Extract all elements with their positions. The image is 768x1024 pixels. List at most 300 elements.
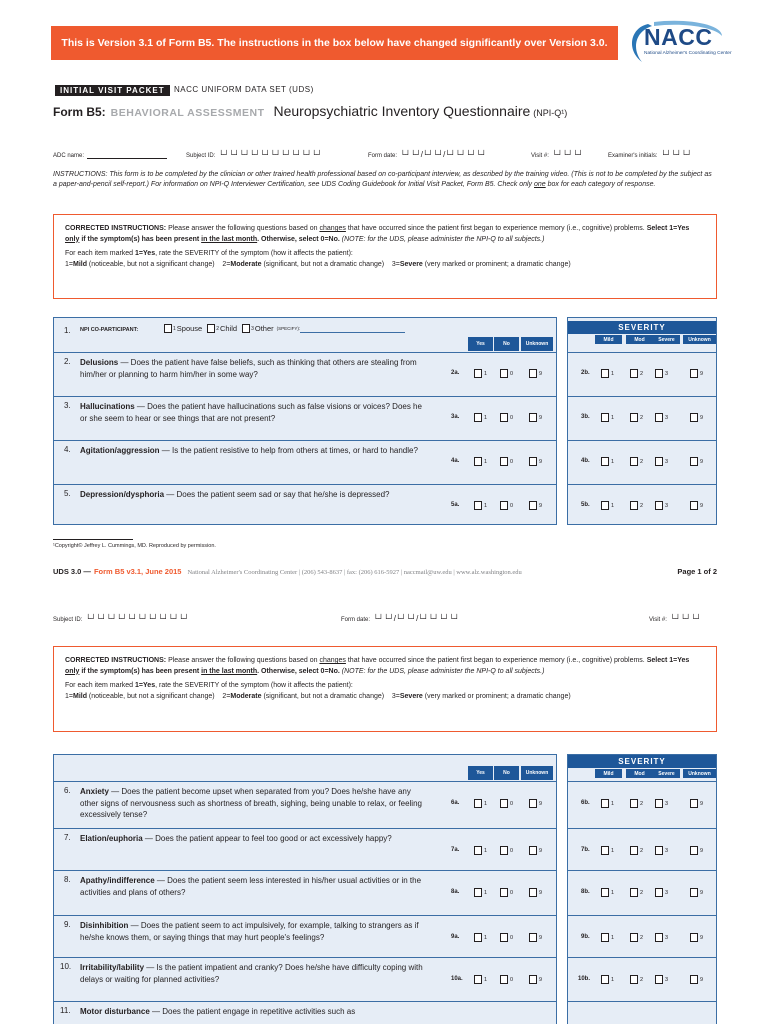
- answer-unknown-checkbox[interactable]: [529, 846, 537, 855]
- severity-mod-value: 2: [640, 371, 644, 377]
- severity-unknown-value: 9: [700, 848, 704, 854]
- answer-yes-checkbox[interactable]: [474, 888, 482, 897]
- packet-badge: INITIAL VISIT PACKET: [55, 85, 170, 96]
- scale-mild-desc: (noticeable, but not a significant change): [86, 260, 215, 268]
- question-text: [80, 357, 430, 380]
- answer-no-value: 0: [510, 848, 514, 854]
- answer-unknown-value: 9: [539, 935, 543, 941]
- subject-id-input[interactable]: └┘└┘└┘└┘└┘└┘└┘└┘└┘└┘: [218, 150, 322, 159]
- question-code-a: 9a.: [451, 934, 460, 940]
- severity-mod-checkbox[interactable]: [630, 888, 638, 897]
- scale-mod-desc: (significant, but not a dramatic change): [261, 260, 385, 268]
- instructions-part1: INSTRUCTIONS: This form is to be completed by the clinician or other trained health professional based on co-participant interview, as described by the training video. (This is not to be completed by the subject as a paper-and-pencil self-report.) For information on NPI-Q Interviewer Certification, see UDS Coding Guidebook for Initial Visit Packet, Form B5. Check only: [53, 171, 712, 188]
- form-date-field: [368, 151, 486, 159]
- page2-visit-input[interactable]: └┘└┘└┘: [669, 614, 701, 623]
- answer-yes-value: 1: [484, 801, 488, 807]
- severity-unknown-value: 9: [700, 415, 704, 421]
- form-category: BEHAVIORAL ASSESSMENT: [110, 107, 265, 119]
- question-title: Apathy/indifference: [80, 876, 155, 885]
- question-number: 6.: [64, 786, 71, 795]
- question-code-a: 4a.: [451, 458, 460, 464]
- answer-yes-checkbox[interactable]: [474, 369, 482, 378]
- page2-form-date-field: [341, 615, 459, 623]
- answer-yes-value: 1: [484, 371, 488, 377]
- examiner-label: Examiner's initials:: [608, 153, 658, 159]
- question-number: 5.: [64, 489, 71, 498]
- subject-id-field: [186, 151, 322, 159]
- corrected-paragraph: [65, 224, 705, 245]
- severity-header-mild: Mild: [595, 335, 622, 344]
- column-header-no: No: [494, 337, 519, 351]
- specify-input[interactable]: [300, 324, 405, 333]
- instructions-text: [53, 170, 717, 190]
- row-divider: [568, 915, 716, 916]
- severity-mod-checkbox[interactable]: [630, 369, 638, 378]
- severity-header-mod: Mod: [626, 335, 653, 344]
- row-divider: [568, 440, 716, 441]
- severity-mod-value: 2: [640, 503, 644, 509]
- adc-name-field: [53, 151, 167, 159]
- question-description: — Does the patient have false beliefs, such as thinking that others are stealing from him/her or planning to harm him/her in some way?: [80, 358, 417, 379]
- corrected-last-month: in the last month: [201, 235, 258, 243]
- answer-unknown-checkbox[interactable]: [529, 413, 537, 422]
- row-divider: [54, 915, 556, 916]
- question-title: Motor disturbance: [80, 1007, 150, 1016]
- answer-yes-checkbox[interactable]: [474, 975, 482, 984]
- corrected-t2: that have occurred since the patient first began to experience memory (i.e., cognitive) problems.: [345, 225, 647, 232]
- adc-name-label: ADC name:: [53, 153, 85, 159]
- spouse-checkbox[interactable]: [164, 324, 172, 333]
- question-description: — Does the patient have hallucinations such as false visions or voices? Does he or she seem to hear or see things that are not present?: [80, 402, 422, 423]
- severity-unknown-value: 9: [700, 459, 704, 465]
- severity-unknown-checkbox[interactable]: [690, 846, 698, 855]
- answer-no-checkbox[interactable]: [500, 888, 508, 897]
- severity-unknown-checkbox[interactable]: [690, 369, 698, 378]
- answer-unknown-value: 9: [539, 801, 543, 807]
- severity-unknown-checkbox[interactable]: [690, 413, 698, 422]
- question-title: Depression/dysphoria: [80, 490, 165, 499]
- footnote-rule: [53, 539, 133, 540]
- question-number: 8.: [64, 875, 71, 884]
- corrected-t3-2: if the symptom(s) has been present: [79, 667, 202, 675]
- copyright-footnote: ¹Copyright© Jeffrey L. Cummings, MD. Reproduced by permission.: [53, 543, 216, 549]
- severity-mod-value: 2: [640, 935, 644, 941]
- corrected-note: (NOTE: for the UDS, please administer the NPI-Q to all subjects.): [339, 235, 545, 243]
- severity-severe-value: 3: [665, 848, 669, 854]
- corrected-changes-2: changes: [319, 657, 346, 664]
- severity-header-unknown: Unknown: [683, 335, 716, 344]
- severity-mild-checkbox[interactable]: [601, 799, 609, 808]
- severity-header-severe: Severe: [653, 335, 680, 344]
- form-date-label: Form date:: [368, 153, 398, 159]
- severity-severe-checkbox[interactable]: [655, 369, 663, 378]
- severity-unknown-value: 9: [700, 935, 704, 941]
- corrected-t2-2: that have occurred since the patient first began to experience memory (i.e., cognitive) problems.: [345, 657, 647, 664]
- severity-severe-value: 3: [665, 371, 669, 377]
- form-date-input[interactable]: └┘└┘/└┘└┘/└┘└┘└┘└┘: [400, 150, 487, 159]
- question-code-b: 4b.: [581, 458, 590, 464]
- severity-severe-checkbox[interactable]: [655, 799, 663, 808]
- scale-mod-2: Moderate: [230, 692, 262, 700]
- answer-yes-value: 1: [484, 935, 488, 941]
- severity-mild-checkbox[interactable]: [601, 933, 609, 942]
- scale-mod: Moderate: [230, 260, 262, 268]
- severity-severe-value: 3: [665, 459, 669, 465]
- corrected-lead: CORRECTED INSTRUCTIONS:: [65, 225, 167, 232]
- question-description: — Is the patient resistive to help from others at times, or hard to handle?: [159, 446, 418, 455]
- severity-title: SEVERITY: [568, 321, 716, 334]
- answer-unknown-value: 9: [539, 503, 543, 509]
- severity-unknown-value: 9: [700, 371, 704, 377]
- question-number: 4.: [64, 445, 71, 454]
- severity-mild-checkbox[interactable]: [601, 501, 609, 510]
- uds-title: NACC UNIFORM DATA SET (UDS): [174, 85, 314, 94]
- question-code-b: 10b.: [578, 976, 591, 982]
- answer-yes-checkbox[interactable]: [474, 413, 482, 422]
- page1-question-panel: [53, 317, 557, 525]
- examiner-input[interactable]: └┘└┘└┘: [660, 150, 692, 159]
- answer-unknown-value: 9: [539, 459, 543, 465]
- row-divider: [54, 352, 556, 353]
- row-divider: [568, 484, 716, 485]
- severity-mild-value: 1: [611, 935, 615, 941]
- answer-unknown-value: 9: [539, 977, 543, 983]
- answer-no-checkbox[interactable]: [500, 457, 508, 466]
- question-number: 9.: [64, 920, 71, 929]
- answer-yes-checkbox[interactable]: [474, 799, 482, 808]
- answer-no-value: 0: [510, 801, 514, 807]
- severity-scale-line-2: [65, 692, 705, 703]
- scale-sev-2: Severe: [399, 692, 423, 700]
- page2-subject-field: [53, 615, 189, 623]
- coparticipant-options: [164, 324, 405, 333]
- severity-unknown-checkbox[interactable]: [690, 975, 698, 984]
- scale-mild-2: Mild: [72, 692, 87, 700]
- other-num: 3: [251, 325, 254, 332]
- rate-line: [65, 249, 705, 260]
- question-text: [80, 875, 430, 898]
- corrected-only-2: only: [65, 667, 80, 675]
- answer-no-value: 0: [510, 935, 514, 941]
- severity-severe-value: 3: [665, 503, 669, 509]
- column-header-unknown: Unknown: [521, 337, 553, 351]
- severity-severe-value: 3: [665, 890, 669, 896]
- page1-footer: [53, 567, 717, 576]
- footer-page: Page 1 of 2: [677, 567, 717, 576]
- severity-unknown-value: 9: [700, 801, 704, 807]
- answer-no-value: 0: [510, 977, 514, 983]
- answer-no-checkbox[interactable]: [500, 933, 508, 942]
- question-code-b: 7b.: [581, 847, 590, 853]
- question-text: [80, 445, 430, 457]
- answer-yes-value: 1: [484, 848, 488, 854]
- severity-mod-value: 2: [640, 801, 644, 807]
- severity-mod-checkbox[interactable]: [630, 799, 638, 808]
- question-title: Anxiety: [80, 787, 109, 796]
- question-description: — Does the patient seem less interested in his/her usual activities or in the activities and plans of others?: [80, 876, 422, 897]
- severity-mod-value: 2: [640, 890, 644, 896]
- question-title: Irritability/lability: [80, 963, 145, 972]
- severity-mild-checkbox[interactable]: [601, 413, 609, 422]
- specify-label: (SPECIFY):: [276, 326, 301, 331]
- scale-mild-num: 1=: [65, 260, 73, 268]
- page1-severity-panel: [567, 317, 717, 525]
- column-header-yes: Yes: [468, 337, 493, 351]
- footer-uds: UDS 3.0 —: [53, 567, 91, 576]
- corrected-t4-2: . Otherwise, select 0=No.: [257, 667, 340, 675]
- answer-yes-value: 1: [484, 415, 488, 421]
- corrected-instructions-box-2: [53, 646, 717, 732]
- answer-yes-checkbox[interactable]: [474, 933, 482, 942]
- version-banner: This is Version 3.1 of Form B5. The instructions in the box below have changed significantly over Version 3.0.: [51, 26, 618, 60]
- scale-sev-desc: (very marked or prominent; a dramatic change): [422, 260, 571, 268]
- child-num: 2: [216, 325, 219, 332]
- row-divider: [568, 1001, 716, 1002]
- question-title: Agitation/aggression: [80, 446, 160, 455]
- severity-header-mild: Mild: [595, 769, 622, 778]
- page2-form-date-input[interactable]: └┘└┘/└┘└┘/└┘└┘└┘└┘: [373, 614, 460, 623]
- footer-form: Form B5 v3.1, June 2015: [93, 567, 182, 576]
- rate-post-2: , rate the SEVERITY of the symptom (how it affects the patient):: [155, 682, 353, 689]
- row-divider: [54, 484, 556, 485]
- row-divider: [54, 440, 556, 441]
- severity-mild-checkbox[interactable]: [601, 369, 609, 378]
- answer-unknown-checkbox[interactable]: [529, 369, 537, 378]
- page2-subject-input[interactable]: └┘└┘└┘└┘└┘└┘└┘└┘└┘└┘: [85, 614, 189, 623]
- answer-no-value: 0: [510, 459, 514, 465]
- severity-unknown-value: 9: [700, 890, 704, 896]
- severity-mod-checkbox[interactable]: [630, 846, 638, 855]
- page2-visit-label: Visit #:: [649, 617, 667, 623]
- severity-severe-checkbox[interactable]: [655, 501, 663, 510]
- coparticipant-num: 1.: [64, 326, 71, 335]
- scale-sev-desc-2: (very marked or prominent; a dramatic change): [422, 692, 571, 700]
- question-code-b: 9b.: [581, 934, 590, 940]
- question-description: — Does the patient become upset when separated from you? Does he/she have any other signs of nervousness such as shortness of breath, sighing, being unable to relax, or feeling excessively tense?: [80, 787, 422, 819]
- severity-unknown-checkbox[interactable]: [690, 888, 698, 897]
- question-text: [80, 833, 430, 845]
- row-divider: [568, 828, 716, 829]
- severity-severe-value: 3: [665, 977, 669, 983]
- severity-mild-checkbox[interactable]: [601, 457, 609, 466]
- question-text: [80, 1006, 440, 1018]
- question-description: — Does the patient seem sad or say that he/she is depressed?: [164, 490, 390, 499]
- logo-subtitle: National Alzheimer's Coordinating Center: [644, 51, 732, 56]
- severity-mod-checkbox[interactable]: [630, 457, 638, 466]
- logo-wordmark: NACC: [644, 24, 713, 50]
- question-number: 2.: [64, 357, 71, 366]
- scale-mild-desc-2: (noticeable, but not a significant change): [86, 692, 215, 700]
- severity-mild-value: 1: [611, 890, 615, 896]
- answer-yes-value: 1: [484, 977, 488, 983]
- subject-id-label: Subject ID:: [186, 153, 216, 159]
- answer-no-checkbox[interactable]: [500, 501, 508, 510]
- rate-pre: For each item marked: [65, 250, 136, 257]
- question-code-b: 8b.: [581, 889, 590, 895]
- severity-severe-value: 3: [665, 801, 669, 807]
- corrected-t3: if the symptom(s) has been present: [79, 235, 202, 243]
- rate-post: , rate the SEVERITY of the symptom (how it affects the patient):: [155, 250, 353, 257]
- row-divider: [54, 828, 556, 829]
- row-divider: [54, 870, 556, 871]
- answer-no-checkbox[interactable]: [500, 846, 508, 855]
- visit-label: Visit #:: [531, 153, 549, 159]
- severity-mild-value: 1: [611, 977, 615, 983]
- coparticipant-label: NPI CO-PARTICIPANT:: [80, 327, 139, 333]
- severity-scale-line: [65, 260, 705, 271]
- question-code-a: 8a.: [451, 889, 460, 895]
- severity-unknown-checkbox[interactable]: [690, 799, 698, 808]
- child-label: Child: [220, 324, 238, 333]
- page2-subject-label: Subject ID:: [53, 617, 83, 623]
- answer-no-value: 0: [510, 890, 514, 896]
- answer-unknown-checkbox[interactable]: [529, 457, 537, 466]
- spouse-label: Spouse: [176, 324, 203, 333]
- instructions-one: one: [534, 181, 546, 188]
- answer-no-checkbox[interactable]: [500, 975, 508, 984]
- severity-mod-checkbox[interactable]: [630, 933, 638, 942]
- answer-no-checkbox[interactable]: [500, 369, 508, 378]
- question-text: [80, 786, 430, 821]
- corrected-last-month-2: in the last month: [201, 667, 258, 675]
- other-checkbox[interactable]: [242, 324, 250, 333]
- question-description: — Does the patient appear to feel too good or act excessively happy?: [142, 834, 392, 843]
- severity-unknown-checkbox[interactable]: [690, 457, 698, 466]
- question-number: 10.: [60, 962, 72, 971]
- answer-unknown-checkbox[interactable]: [529, 975, 537, 984]
- rate-pre-2: For each item marked: [65, 682, 136, 689]
- corrected-select: Select 1=Yes: [646, 225, 690, 232]
- question-text: [80, 401, 430, 424]
- answer-unknown-value: 9: [539, 848, 543, 854]
- severity-mild-checkbox[interactable]: [601, 975, 609, 984]
- question-text: [80, 489, 430, 501]
- scale-sev-num: 3=: [391, 260, 400, 268]
- severity-mod-value: 2: [640, 848, 644, 854]
- instructions-part2: box for each category of response.: [545, 181, 656, 188]
- form-title: [53, 103, 567, 119]
- answer-no-checkbox[interactable]: [500, 799, 508, 808]
- answer-unknown-checkbox[interactable]: [529, 888, 537, 897]
- question-text: [80, 920, 430, 943]
- severity-mod-checkbox[interactable]: [630, 501, 638, 510]
- question-code-b: 6b.: [581, 800, 590, 806]
- answer-no-checkbox[interactable]: [500, 413, 508, 422]
- corrected-note-2: (NOTE: for the UDS, please administer the NPI-Q to all subjects.): [339, 667, 545, 675]
- corrected-t4: . Otherwise, select 0=No.: [257, 235, 340, 243]
- corrected-t1: Please answer the following questions based on: [166, 225, 320, 232]
- form-label: Form B5:: [53, 105, 106, 119]
- child-checkbox[interactable]: [207, 324, 215, 333]
- question-title: Hallucinations: [80, 402, 135, 411]
- rate-yes-2: 1=Yes: [135, 682, 156, 689]
- answer-unknown-value: 9: [539, 371, 543, 377]
- answer-unknown-value: 9: [539, 890, 543, 896]
- row-divider: [54, 396, 556, 397]
- severity-unknown-checkbox[interactable]: [690, 933, 698, 942]
- spouse-num: 1: [173, 325, 176, 332]
- severity-unknown-value: 9: [700, 503, 704, 509]
- question-description: — Does the patient engage in repetitive activities such as: [149, 1007, 356, 1016]
- adc-name-input[interactable]: [87, 151, 167, 159]
- scale-mod-num-2: 2=: [222, 692, 231, 700]
- scale-sev: Severe: [399, 260, 423, 268]
- severity-mod-checkbox[interactable]: [630, 975, 638, 984]
- corrected-changes: changes: [319, 225, 346, 232]
- severity-severe-checkbox[interactable]: [655, 457, 663, 466]
- scale-mod-desc-2: (significant, but not a dramatic change): [261, 692, 385, 700]
- severity-header-mod: Mod: [626, 769, 653, 778]
- question-title: Delusions: [80, 358, 119, 367]
- severity-unknown-checkbox[interactable]: [690, 501, 698, 510]
- nacc-logo: [626, 20, 732, 68]
- severity-title: SEVERITY: [568, 755, 716, 768]
- severity-severe-checkbox[interactable]: [655, 888, 663, 897]
- row-divider: [568, 352, 716, 353]
- question-code-b: 5b.: [581, 502, 590, 508]
- row-divider: [568, 781, 716, 782]
- question-code-a: 6a.: [451, 800, 460, 806]
- row-divider: [568, 957, 716, 958]
- severity-severe-checkbox[interactable]: [655, 975, 663, 984]
- question-number: 3.: [64, 401, 71, 410]
- answer-yes-value: 1: [484, 459, 488, 465]
- rate-line-2: [65, 681, 705, 692]
- severity-severe-checkbox[interactable]: [655, 846, 663, 855]
- severity-severe-checkbox[interactable]: [655, 933, 663, 942]
- question-code-a: 10a.: [451, 976, 463, 982]
- severity-severe-checkbox[interactable]: [655, 413, 663, 422]
- answer-unknown-checkbox[interactable]: [529, 799, 537, 808]
- visit-input[interactable]: └┘└┘└┘: [551, 150, 583, 159]
- question-number: 7.: [64, 833, 71, 842]
- question-code-a: 2a.: [451, 370, 460, 376]
- answer-unknown-value: 9: [539, 415, 543, 421]
- question-description: — Is the patient impatient and cranky? Does he/she have difficulty coping with delays or waiting for planned activities?: [80, 963, 423, 984]
- footer-center: National Alzheimer's Coordinating Center | (206) 543-8637 | fax: (206) 616-5927 | naccmail@uw.edu | www.alz.washington.edu: [187, 569, 522, 576]
- answer-yes-value: 1: [484, 890, 488, 896]
- column-header-yes: Yes: [468, 766, 493, 780]
- scale-sev-num-2: 3=: [391, 692, 400, 700]
- page2-severity-panel: [567, 754, 717, 1024]
- question-text: [80, 962, 430, 985]
- question-title: Disinhibition: [80, 921, 129, 930]
- answer-unknown-checkbox[interactable]: [529, 501, 537, 510]
- other-label: Other: [254, 324, 274, 333]
- severity-mild-value: 1: [611, 459, 615, 465]
- severity-header-unknown: Unknown: [683, 769, 716, 778]
- form-abbrev: (NPI-Q¹): [533, 108, 568, 118]
- severity-mild-value: 1: [611, 848, 615, 854]
- corrected-instructions-box-1: [53, 214, 717, 299]
- row-divider: [54, 1001, 556, 1002]
- answer-no-value: 0: [510, 415, 514, 421]
- answer-yes-checkbox[interactable]: [474, 457, 482, 466]
- severity-mild-checkbox[interactable]: [601, 888, 609, 897]
- answer-yes-value: 1: [484, 503, 488, 509]
- answer-yes-checkbox[interactable]: [474, 501, 482, 510]
- severity-mild-checkbox[interactable]: [601, 846, 609, 855]
- question-code-b: 3b.: [581, 414, 590, 420]
- page2-form-date-label: Form date:: [341, 617, 371, 623]
- severity-mod-checkbox[interactable]: [630, 413, 638, 422]
- question-number: 11.: [60, 1006, 71, 1015]
- question-code-a: 7a.: [451, 847, 460, 853]
- answer-no-value: 0: [510, 371, 514, 377]
- answer-yes-checkbox[interactable]: [474, 846, 482, 855]
- question-code-b: 2b.: [581, 370, 590, 376]
- answer-unknown-checkbox[interactable]: [529, 933, 537, 942]
